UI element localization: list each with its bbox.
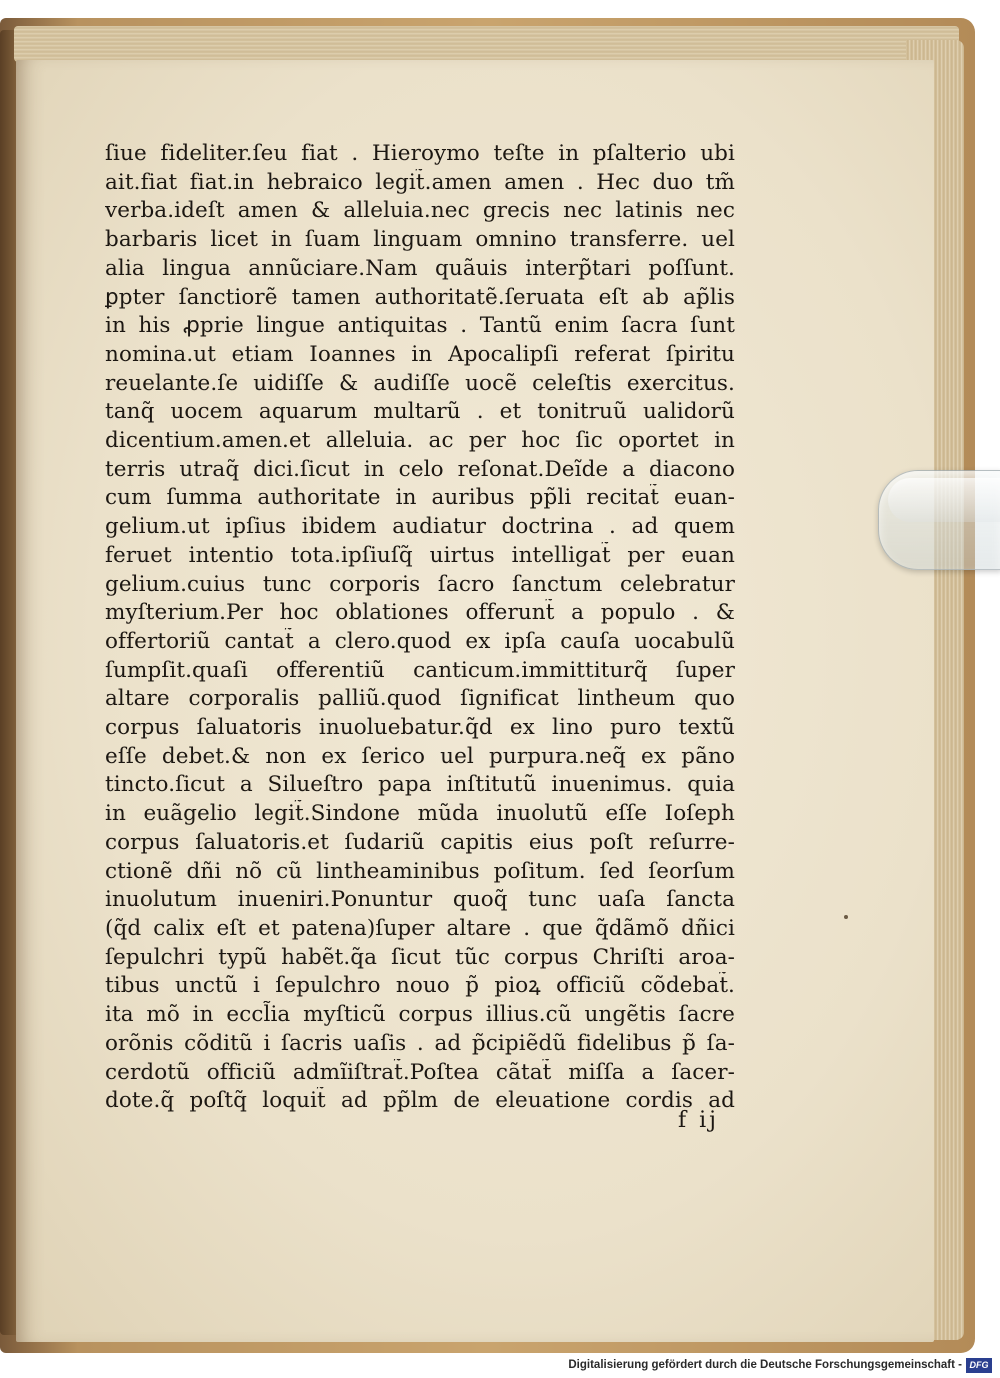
text-line: in his ꝓprie lingue antiquitas . Tantũ enim ſacra ſunt (105, 313, 735, 339)
text-line: ſiue fideliter.ſeu fiat . Hieroymo teſte in pſalterio ubi (105, 141, 735, 166)
text-line: corpus ſaluatoris inuoluebatur.q̃d ex lino puro textũ (105, 715, 735, 741)
text-line: nomina.ut etiam Ioannes in Apocalipſi referat ſpiritu (105, 341, 735, 367)
signature-mark: f ij (678, 1108, 719, 1133)
text-line: offertoriũ cantat̃ a clero.quod ex ipſa cauſa uocabulũ (105, 628, 735, 654)
text-line: terris utraq̃ dici.ſicut in celo reſonat.Deĩde a diacono (105, 456, 735, 482)
credit-bar (0, 1355, 1000, 1378)
page-text-block (105, 140, 735, 1116)
dfg-logo: DFG (966, 1358, 992, 1373)
text-line: tanq̃ uocem aquarum multarũ . et tonitruũ ualidorũ (105, 399, 735, 425)
text-line: ſepulchri typũ habẽt.q̃a ſicut tũc corpus Chriſti aroa- (105, 944, 735, 970)
text-line: (q̃d calix eſt et patena)ſuper altare . que q̃dãmõ dñici (105, 915, 735, 941)
text-line: gelium.ut ipſius ibidem audiatur doctrina . ad quem (105, 514, 735, 540)
text-line: ꝑpter ſanctiorẽ tamen authoritatẽ.ſeruata eſt ab ap̃lis (105, 284, 735, 310)
text-line: verba.ideſt amen & alleluia.nec grecis nec latinis nec (105, 198, 735, 224)
text-line: corpus ſaluatoris.et ſudariũ capitis eius poſt reſurre- (105, 829, 735, 855)
text-line: inuolutum inueniri.Ponuntur quoq̃ tunc uaſa ſancta (105, 887, 735, 913)
text-line: tibus unctũ i ſepulchro nouo p̃ pioꝝ officiũ cõdebat̃. (105, 973, 735, 999)
text-line: ita mõ in eccl̃ia myſticũ corpus illius.cũ ungẽtis ſacre (105, 1002, 735, 1028)
text-line: tincto.ſicut a Silueſtro papa inſtitutũ inuenimus. quia (105, 772, 735, 798)
text-line: ait.fiat fiat.in hebraico legit̃.amen amen . Hec duo tm̃ (105, 169, 735, 195)
text-line: ſumpſit.quaſi offerentiũ canticum.immittiturq̃ ſuper (105, 657, 735, 683)
text-line: eſſe debet.& non ex ſerico uel purpura.neq̃ ex pãno (105, 743, 735, 769)
text-line: cerdotũ officiũ admĩiſtrat̃.Poſtea cãtat̃ miſſa a ſacer- (105, 1059, 735, 1085)
paper-speck (844, 915, 848, 919)
credit-text: Digitalisierung gefördert durch die Deutsche Forschungsgemeinschaft - (568, 1359, 962, 1371)
text-line: alia lingua annũciare.Nam quãuis interp̃tari poſſunt. (105, 255, 735, 281)
page-clip-highlight (888, 478, 1000, 522)
text-line: dote.q̃ poſtq̃ loquit̃ ad pp̃lm de eleuatione cordis ad (105, 1088, 735, 1114)
text-line: orõnis cõditũ i ſacris uaſis . ad p̃cipiẽdũ fidelibus p̃ ſa- (105, 1030, 735, 1056)
text-line: dicentium.amen.et alleluia. ac per hoc ſic oportet in (105, 428, 735, 454)
text-line: altare corporalis palliũ.quod ſignificat lintheum quo (105, 686, 735, 712)
text-line: gelium.cuius tunc corporis ſacro ſanctum celebratur (105, 571, 735, 597)
text-line: cum ſumma authoritate in auribus pp̃li recitat̃ euan- (105, 485, 735, 511)
text-line: feruet intentio tota.ipſiuſq̃ uirtus intelligat̃ per euan (105, 542, 735, 568)
page-stack-top (14, 26, 959, 62)
text-line: barbaris licet in ſuam linguam omnino transferre. uel (105, 227, 735, 253)
text-line: myſterium.Per hoc oblationes offerunt̃ a populo . & (105, 600, 735, 626)
text-line: in euãgelio legit̃.Sindone mũda inuolutũ eſſe Ioſeph (105, 801, 735, 827)
text-line: ctionẽ dñi nõ cũ lintheaminibus poſitum. ſed ſeorſum (105, 858, 735, 884)
text-line: reuelante.ſe uidiſſe & audiſſe uocẽ celeſtis exercitus. (105, 370, 735, 396)
